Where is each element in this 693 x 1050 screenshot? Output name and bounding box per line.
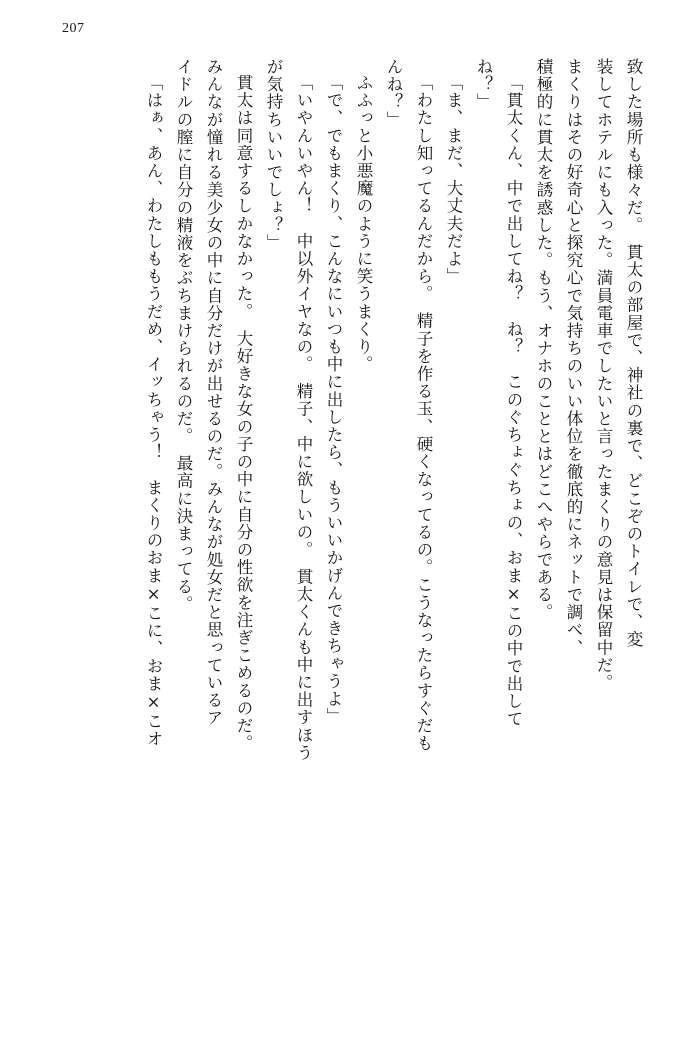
text-column: 装してホテルにも入った。満員電車でしたいと言ったまくりの意見は保留中だ。 — [594, 58, 613, 692]
text-column: 「貫太くん、中で出してね？ ね？ このぐちょぐちょの、おま×この中で出して — [504, 74, 523, 728]
text-column: 「はぁ、あん、わたしももうだめ、イッちゃう！ まくりのおま×こに、おま×こオ — [144, 74, 163, 748]
text-column: 致した場所も様々だ。 貫太の部屋で、神社の裏で、どこぞのトイレで、変 — [624, 58, 643, 649]
text-column: イドルの膣に自分の精液をぶちまけられるのだ。 最高に決まってる。 — [174, 58, 193, 613]
text-column: 積極的に貫太を誘惑した。もう、オナホのこととはどこへやらである。 — [534, 58, 553, 622]
text-column: んね？」 — [384, 58, 403, 129]
text-column: ね？」 — [474, 58, 493, 111]
text-column: 「ま、まだ、大丈夫だよ」 — [444, 74, 463, 286]
text-column: みんなが憧れる美少女の中に自分だけが出せるのだ。みんなが処女だと思っているア — [204, 58, 223, 727]
text-column: が気持ちいいでしょ？」 — [264, 58, 283, 252]
text-column: 「いやんいやん！ 中以外イヤなの。 精子、中に欲しいの。 貫太くんも中に出すほう — [294, 74, 313, 762]
text-column: まくりはその好奇心と探究心で気持ちのいい体位を徹底的にネットで調べ、 — [564, 58, 583, 657]
text-column: 貫太は同意するしかなかった。 大好きな女の子の中に自分の性欲を注ぎこめるのだ。 — [234, 74, 253, 753]
text-column: 「で、でもまくり、こんなにいつも中に出したら、もういいかげんできちゃうよ」 — [324, 74, 343, 726]
vertical-text-body — [40, 58, 641, 1032]
text-column: ふふっと小悪魔のように笑うまくり。 — [354, 74, 373, 374]
text-column: 「わたし知ってるんだから。 精子を作る玉、硬くなってるの。こうなったらすぐだも — [414, 74, 433, 753]
page-number: 207 — [62, 21, 85, 36]
